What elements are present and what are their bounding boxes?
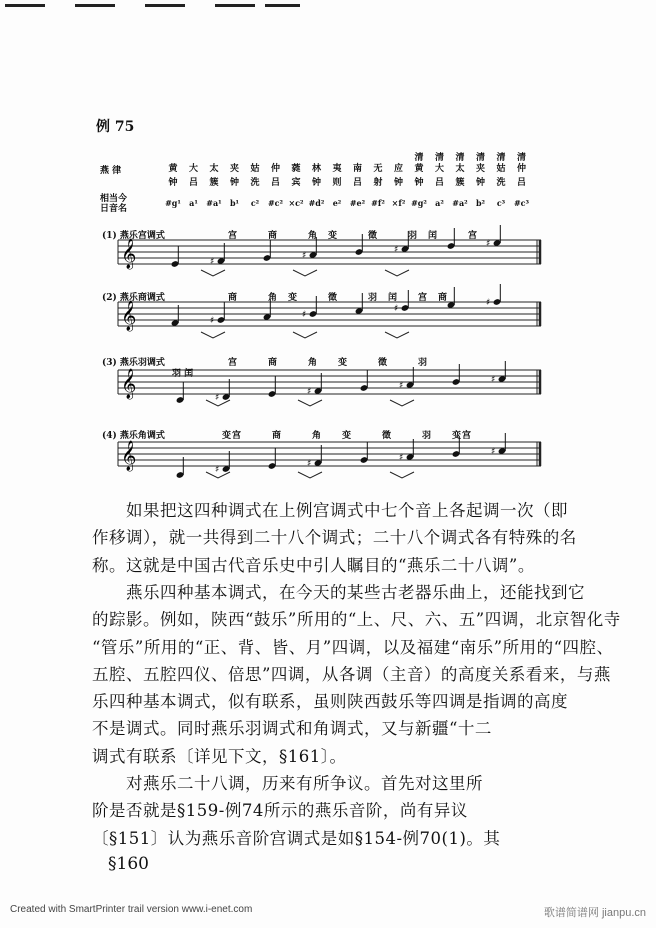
- text-line: 不是调式。同时燕乐羽调式和角调式，又与新疆“十二: [92, 719, 492, 739]
- pitch-name: #a¹: [206, 198, 222, 208]
- staff-label: (4) 燕乐角调式: [102, 431, 165, 441]
- pitch-name: #e²: [349, 198, 366, 208]
- interval-mark: [201, 332, 225, 338]
- lu-name-bottom: 钟: [311, 178, 321, 188]
- pitch-name: #c²: [267, 198, 284, 208]
- lu-name-bottom: 钟: [414, 178, 424, 188]
- pitch-name: a²: [435, 198, 444, 208]
- lu-name-bottom: 钟: [475, 178, 485, 188]
- lu-name-top: 黄: [168, 164, 178, 174]
- treble-clef-icon: 𝄞: [121, 239, 137, 269]
- lu-name-top: 应: [393, 164, 403, 174]
- sharp-icon: ♯: [486, 239, 491, 249]
- staff-label: (3) 燕乐羽调式: [102, 358, 165, 368]
- sharp-icon: ♯: [302, 251, 307, 261]
- staff-sublabel: 羽 闰: [172, 369, 194, 379]
- text-line: 的踪影。例如，陕西“鼓乐”所用的“上、尺、六、五”四调，北京智化寺: [92, 610, 621, 630]
- lu-name-top: 清仲: [516, 153, 526, 174]
- lu-name-bottom: 吕: [516, 178, 526, 188]
- pitch-name: b²: [475, 198, 486, 208]
- treble-clef-icon: 𝄞: [121, 441, 137, 471]
- interval-mark: [390, 472, 414, 478]
- text-line: “管乐”所用的“正、背、皆、月”四调，以及福建“南乐”所用的“四腔、: [92, 637, 614, 657]
- lu-name-top: 仲: [270, 164, 280, 174]
- lu-name-top: 清姑: [496, 153, 506, 174]
- treble-clef-icon: 𝄞: [121, 301, 137, 331]
- text-line: 作移调），就一共得到二十八个调式；二十八个调式各有特殊的名: [92, 528, 577, 548]
- lu-name-bottom: 洗: [250, 178, 260, 188]
- pitch-name: #f²: [371, 198, 385, 208]
- lu-name-top: 夹: [229, 164, 239, 174]
- sharp-icon: ♯: [491, 447, 496, 457]
- text-line: 称。这就是中国古代音乐史中引人瞩目的“燕乐二十八调”。: [92, 555, 535, 575]
- pitch-name: c²: [250, 198, 260, 208]
- pitch-name: #g²: [411, 198, 427, 208]
- text-line: 调式有联系〔详见下文，§161〕。: [92, 746, 347, 766]
- lu-name-top: 南: [352, 164, 362, 174]
- interval-mark: [201, 270, 225, 276]
- pitch-name: ×c²: [288, 198, 304, 208]
- lu-name-top: 清大: [434, 153, 444, 174]
- lu-name-bottom: 钟: [393, 178, 403, 188]
- lu-name-bottom: 宾: [291, 178, 301, 188]
- staff-label: (2) 燕乐商调式: [102, 293, 165, 303]
- text-line: 阶是否就是§159-例74所示的燕乐音阶，尚有异议: [92, 801, 468, 821]
- scale-degree-labels: 宫 商 角 变 徵 羽 闰 宫: [228, 231, 479, 241]
- lu-name-bottom: 钟: [168, 178, 178, 188]
- watermark: 歌谱简谱网 jianpu.cn: [543, 907, 646, 919]
- lu-name-top: 夷: [332, 164, 342, 174]
- lu-name-bottom: 簇: [455, 178, 465, 188]
- sharp-icon: ♯: [215, 465, 220, 475]
- lu-name-top: 林: [311, 164, 321, 174]
- interval-mark: [390, 400, 414, 406]
- lu-name-top: 清太: [455, 153, 465, 174]
- pitch-name: ×f²: [391, 198, 406, 208]
- interval-mark: [293, 332, 317, 338]
- lu-name-top: 清夹: [475, 153, 485, 174]
- interval-mark: [385, 270, 409, 276]
- pitch-name: #d²: [308, 198, 325, 208]
- sharp-icon: ♯: [307, 387, 312, 397]
- staff-label: (1) 燕乐宫调式: [102, 231, 165, 241]
- table-row1-label: 燕 律: [100, 166, 122, 176]
- text-line: 〔§151〕认为燕乐音阶宫调式是如§154-例70(1)。其: [92, 828, 501, 848]
- text-line: 对燕乐二十八调，历来有所争议。首先对这里所: [92, 774, 483, 793]
- lu-name-bottom: 吕: [270, 178, 280, 188]
- sharp-icon: ♯: [399, 453, 404, 463]
- lu-name-bottom: 簇: [209, 178, 219, 188]
- sharp-icon: ♯: [215, 393, 220, 403]
- sharp-icon: ♯: [394, 245, 399, 255]
- scale-degree-labels: 宫 商 角 变 徵 羽: [228, 358, 429, 368]
- lu-name-top: 大: [188, 164, 198, 174]
- pitch-name: c³: [496, 198, 506, 208]
- lu-name-bottom: 射: [373, 178, 383, 188]
- lu-name-bottom: 吕: [188, 178, 198, 188]
- interval-mark: [385, 332, 409, 338]
- text-line: 乐四种基本调式，似有联系，虽则陕西鼓乐等四调是指调的高度: [92, 692, 568, 712]
- pitch-name: #a²: [452, 198, 468, 208]
- sharp-icon: ♯: [210, 316, 215, 326]
- lu-name-bottom: 吕: [352, 178, 362, 188]
- interval-mark: [293, 270, 317, 276]
- lu-name-top: 蕤: [291, 164, 301, 174]
- text-line: 燕乐四种基本调式，在今天的某些古老器乐曲上，还能找到它: [92, 582, 585, 602]
- lu-name-top: 姑: [250, 164, 260, 174]
- treble-clef-icon: 𝄞: [121, 369, 137, 399]
- pitch-name: #c³: [513, 198, 530, 208]
- scale-degree-labels: 变宫 商 角 变 徵 羽 变宫: [222, 431, 473, 441]
- lu-name-top: 无: [373, 164, 383, 174]
- lu-name-bottom: 洗: [496, 178, 506, 188]
- lu-name-bottom: 钟: [229, 178, 239, 188]
- page-number: §160: [108, 854, 149, 874]
- sharp-icon: ♯: [486, 298, 491, 308]
- sharp-icon: ♯: [394, 304, 399, 314]
- sharp-icon: ♯: [210, 257, 215, 267]
- scale-degree-labels: 商 角 变 徵 羽 闰 宫 商: [228, 293, 449, 303]
- text-line: 如果把这四种调式在上例宫调式中七个音上各起调一次（即: [92, 501, 568, 520]
- interval-mark: [298, 472, 322, 478]
- pitch-name: a¹: [189, 198, 198, 208]
- footer-text: Created with SmartPrinter trail version www.i-enet.com: [10, 904, 253, 915]
- example-label: 例 75: [96, 119, 135, 135]
- lu-name-bottom: 则: [332, 178, 342, 188]
- sharp-icon: ♯: [302, 310, 307, 320]
- lu-name-bottom: 吕: [434, 178, 444, 188]
- sharp-icon: ♯: [399, 381, 404, 391]
- sharp-icon: ♯: [307, 459, 312, 469]
- pitch-name: e²: [332, 198, 342, 208]
- interval-mark: [298, 400, 322, 406]
- pitch-name: #g¹: [165, 198, 181, 208]
- pitch-name: b¹: [229, 198, 240, 208]
- table-row2-label: 相当今日音名: [100, 194, 128, 214]
- text-line: 五腔、五腔四仪、倍思”四调，从各调（主音）的高度关系看来，与燕: [92, 664, 611, 684]
- sharp-icon: ♯: [491, 375, 496, 385]
- lu-name-top: 太: [209, 164, 219, 174]
- lu-name-top: 清黄: [414, 153, 424, 174]
